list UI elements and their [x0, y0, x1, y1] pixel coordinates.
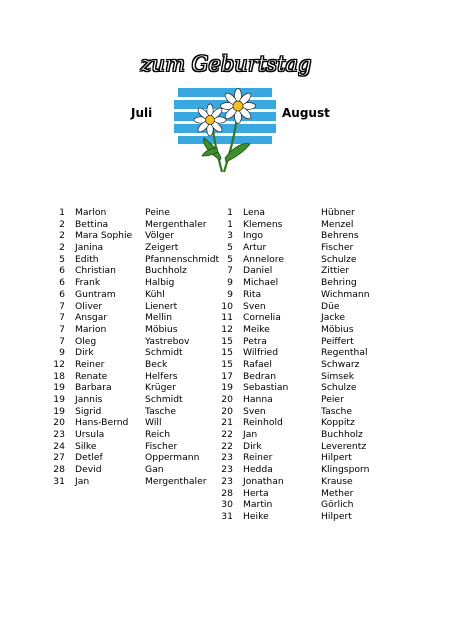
page-title: zum Geburtstag [140, 52, 312, 76]
august-entry-day: 9 [227, 288, 233, 300]
august-entry-first: Reiner [243, 452, 273, 464]
august-entry-last: Görlich [321, 499, 354, 511]
august-entry-day: 31 [221, 510, 233, 522]
august-entry-last: Hilpert [321, 452, 352, 464]
august-entry-first: Reinhold [243, 417, 283, 429]
juli-entry-first: Hans-Bernd [75, 417, 129, 429]
juli-entry-day: 7 [59, 335, 65, 347]
juli-entry-last: Schmidt [145, 347, 183, 359]
juli-entry-first: Barbara [75, 382, 112, 394]
august-entry-first: Petra [243, 335, 267, 347]
juli-entry-first: Renate [75, 370, 108, 382]
juli-entry-day: 6 [59, 265, 65, 277]
august-entry-first: Annelore [243, 253, 284, 265]
month-heading-august: August [282, 106, 330, 120]
daisy-flowers-icon [174, 86, 276, 176]
august-entry-first: Rita [243, 288, 262, 300]
juli-entry-first: Ursula [75, 429, 105, 441]
juli-entry-last: Schmidt [145, 394, 183, 405]
august-entry-day: 1 [227, 218, 233, 230]
august-entry-day: 3 [227, 230, 233, 242]
juli-entry-last: Helfers [145, 370, 178, 382]
juli-entry-last: Kühl [145, 288, 165, 300]
juli-entry-day: 19 [53, 394, 65, 405]
august-entry-last: Hübner [321, 207, 355, 218]
august-entry-day: 5 [227, 242, 233, 254]
juli-entry-day: 12 [53, 358, 65, 370]
august-entry-last: Möbius [321, 323, 354, 335]
juli-entry-last: Oppermann [145, 452, 200, 464]
august-entry-last: Krause [321, 475, 353, 487]
august-entry-first: Rafael [243, 358, 272, 370]
juli-entry-day: 5 [59, 253, 65, 265]
juli-entry-first: Devid [75, 464, 102, 476]
juli-entry-day: 2 [59, 230, 65, 242]
juli-entry-first: Detlef [75, 452, 103, 464]
august-entry-last: Buchholz [321, 429, 363, 441]
juli-entry-day: 7 [59, 312, 65, 324]
august-entry-last: Koppitz [321, 417, 355, 429]
august-entry-first: Jonathan [243, 475, 284, 487]
august-entry-day: 5 [227, 253, 233, 265]
juli-entry-day: 24 [53, 440, 65, 452]
august-entry-last: Jacke [321, 312, 346, 324]
august-entry-day: 15 [221, 335, 233, 347]
august-lastname-column [321, 207, 370, 523]
juli-entry-day: 6 [59, 288, 65, 300]
juli-entry-last: Krüger [145, 382, 176, 394]
juli-entry-last: Peine [145, 207, 170, 218]
juli-entry-last: Pfannenschmidt [145, 253, 220, 265]
august-entry-day: 23 [221, 452, 233, 464]
august-entry-day: 15 [221, 358, 233, 370]
august-entry-last: Simsek [321, 370, 355, 382]
august-entry-last: Peiffert [321, 335, 354, 347]
august-entry-first: Sebastian [243, 382, 289, 394]
august-entry-last: Schwarz [321, 358, 360, 370]
juli-entry-last: Buchholz [145, 265, 187, 277]
august-entry-first: Michael [243, 277, 279, 289]
juli-entry-day: 18 [53, 370, 65, 382]
august-entry-first: Sven [243, 300, 266, 312]
juli-entry-day: 1 [59, 207, 65, 218]
juli-entry-first: Edith [75, 253, 99, 265]
juli-entry-last: Reich [145, 429, 171, 441]
august-entry-day: 23 [221, 475, 233, 487]
august-entry-day: 12 [221, 323, 233, 335]
august-entry-day: 11 [221, 312, 233, 324]
august-entry-day: 30 [221, 499, 233, 511]
juli-entry-day: 19 [53, 405, 65, 417]
august-entry-day: 20 [221, 394, 233, 405]
juli-entry-first: Guntram [75, 288, 116, 300]
august-entry-last: Leverentz [321, 440, 367, 452]
juli-entry-first: Frank [75, 277, 101, 289]
juli-entry-day: 6 [59, 277, 65, 289]
juli-entry-first: Marion [75, 323, 107, 335]
juli-entry-last: Halbig [145, 277, 175, 289]
juli-entry-first: Christian [75, 265, 116, 277]
august-entry-first: Lena [243, 207, 266, 218]
august-entry-day: 7 [227, 265, 233, 277]
august-entry-last: Peier [321, 394, 344, 405]
august-entry-first: Artur [243, 242, 267, 254]
august-entry-first: Dirk [243, 440, 262, 452]
august-day-column [211, 207, 233, 523]
juli-entry-last: Will [145, 417, 162, 429]
august-entry-last: Menzel [321, 218, 354, 230]
juli-entry-first: Reiner [75, 358, 105, 370]
august-entry-first: Meike [243, 323, 270, 335]
august-entry-first: Bedran [243, 370, 277, 382]
juli-firstname-column [75, 207, 132, 488]
august-entry-day: 1 [227, 207, 233, 218]
juli-entry-first: Jannis [75, 394, 103, 405]
juli-day-column [43, 207, 65, 488]
juli-entry-last: Fischer [145, 440, 178, 452]
month-heading-juli: Juli [131, 106, 153, 120]
august-entry-last: Schulze [321, 253, 357, 265]
august-entry-day: 22 [221, 440, 233, 452]
august-entry-first: Cornelia [243, 312, 281, 324]
juli-entry-last: Gan [145, 464, 164, 476]
august-entry-first: Jan [243, 429, 258, 441]
august-entry-day: 23 [221, 464, 233, 476]
august-entry-last: Schulze [321, 382, 357, 394]
august-entry-day: 19 [221, 382, 233, 394]
juli-entry-first: Oleg [75, 335, 97, 347]
august-entry-day: 9 [227, 277, 233, 289]
juli-entry-last: Tasche [145, 405, 177, 417]
juli-entry-day: 31 [53, 475, 65, 487]
juli-entry-last: Mergenthaler [145, 475, 207, 487]
august-entry-first: Heike [243, 510, 269, 522]
august-firstname-column [243, 207, 288, 523]
juli-entry-last: Lienert [145, 300, 178, 312]
august-entry-day: 17 [221, 370, 233, 382]
juli-entry-day: 9 [59, 347, 65, 359]
juli-entry-first: Oliver [75, 300, 103, 312]
august-entry-first: Herta [243, 487, 269, 499]
august-entry-first: Klemens [243, 218, 283, 230]
august-entry-day: 21 [221, 417, 233, 429]
august-entry-last: Behrens [321, 230, 359, 242]
juli-entry-day: 19 [53, 382, 65, 394]
juli-entry-last: Beck [145, 358, 168, 370]
august-entry-day: 28 [221, 487, 233, 499]
juli-entry-last: Mellin [145, 312, 173, 324]
juli-entry-day: 7 [59, 323, 65, 335]
august-entry-last: Tasche [321, 405, 353, 417]
juli-entry-day: 23 [53, 429, 65, 441]
juli-entry-last: Möbius [145, 323, 178, 335]
juli-entry-first: Sigrid [75, 405, 102, 417]
august-entry-last: Düe [321, 300, 340, 312]
juli-entry-last: Zeigert [145, 242, 179, 254]
juli-entry-first: Jan [75, 475, 90, 487]
juli-entry-day: 2 [59, 242, 65, 254]
august-entry-day: 10 [221, 300, 233, 312]
august-entry-day: 15 [221, 347, 233, 359]
juli-entry-first: Janina [75, 242, 104, 254]
august-entry-first: Daniel [243, 265, 273, 277]
august-entry-first: Wilfried [243, 347, 279, 359]
august-entry-first: Sven [243, 405, 266, 417]
juli-entry-day: 27 [53, 452, 65, 464]
juli-entry-first: Silke [75, 440, 97, 452]
juli-entry-day: 28 [53, 464, 65, 476]
juli-entry-last: Völger [145, 230, 175, 242]
august-entry-last: Wichmann [321, 288, 370, 300]
juli-lastname-column [145, 207, 219, 488]
juli-entry-first: Marlon [75, 207, 107, 218]
juli-entry-day: 20 [53, 417, 65, 429]
juli-entry-last: Mergenthaler [145, 218, 207, 230]
august-entry-last: Regenthal [321, 347, 368, 359]
august-entry-last: Mether [321, 487, 354, 499]
juli-entry-day: 2 [59, 218, 65, 230]
juli-entry-first: Mara Sophie [75, 230, 133, 242]
august-entry-first: Ingo [243, 230, 263, 242]
august-entry-day: 20 [221, 405, 233, 417]
august-entry-last: Klingsporn [321, 464, 370, 476]
august-entry-first: Hedda [243, 464, 273, 476]
juli-entry-first: Bettina [75, 218, 109, 230]
august-entry-last: Hilpert [321, 510, 352, 522]
august-entry-last: Fischer [321, 242, 354, 254]
august-entry-day: 22 [221, 429, 233, 441]
juli-entry-first: Dirk [75, 347, 94, 359]
juli-entry-last: Yastrebov [145, 335, 190, 347]
juli-entry-day: 7 [59, 300, 65, 312]
juli-entry-first: Ansgar [75, 312, 108, 324]
august-entry-last: Behring [321, 277, 357, 289]
august-entry-last: Zittier [321, 265, 350, 277]
august-entry-first: Hanna [243, 394, 273, 405]
august-entry-first: Martin [243, 499, 273, 511]
